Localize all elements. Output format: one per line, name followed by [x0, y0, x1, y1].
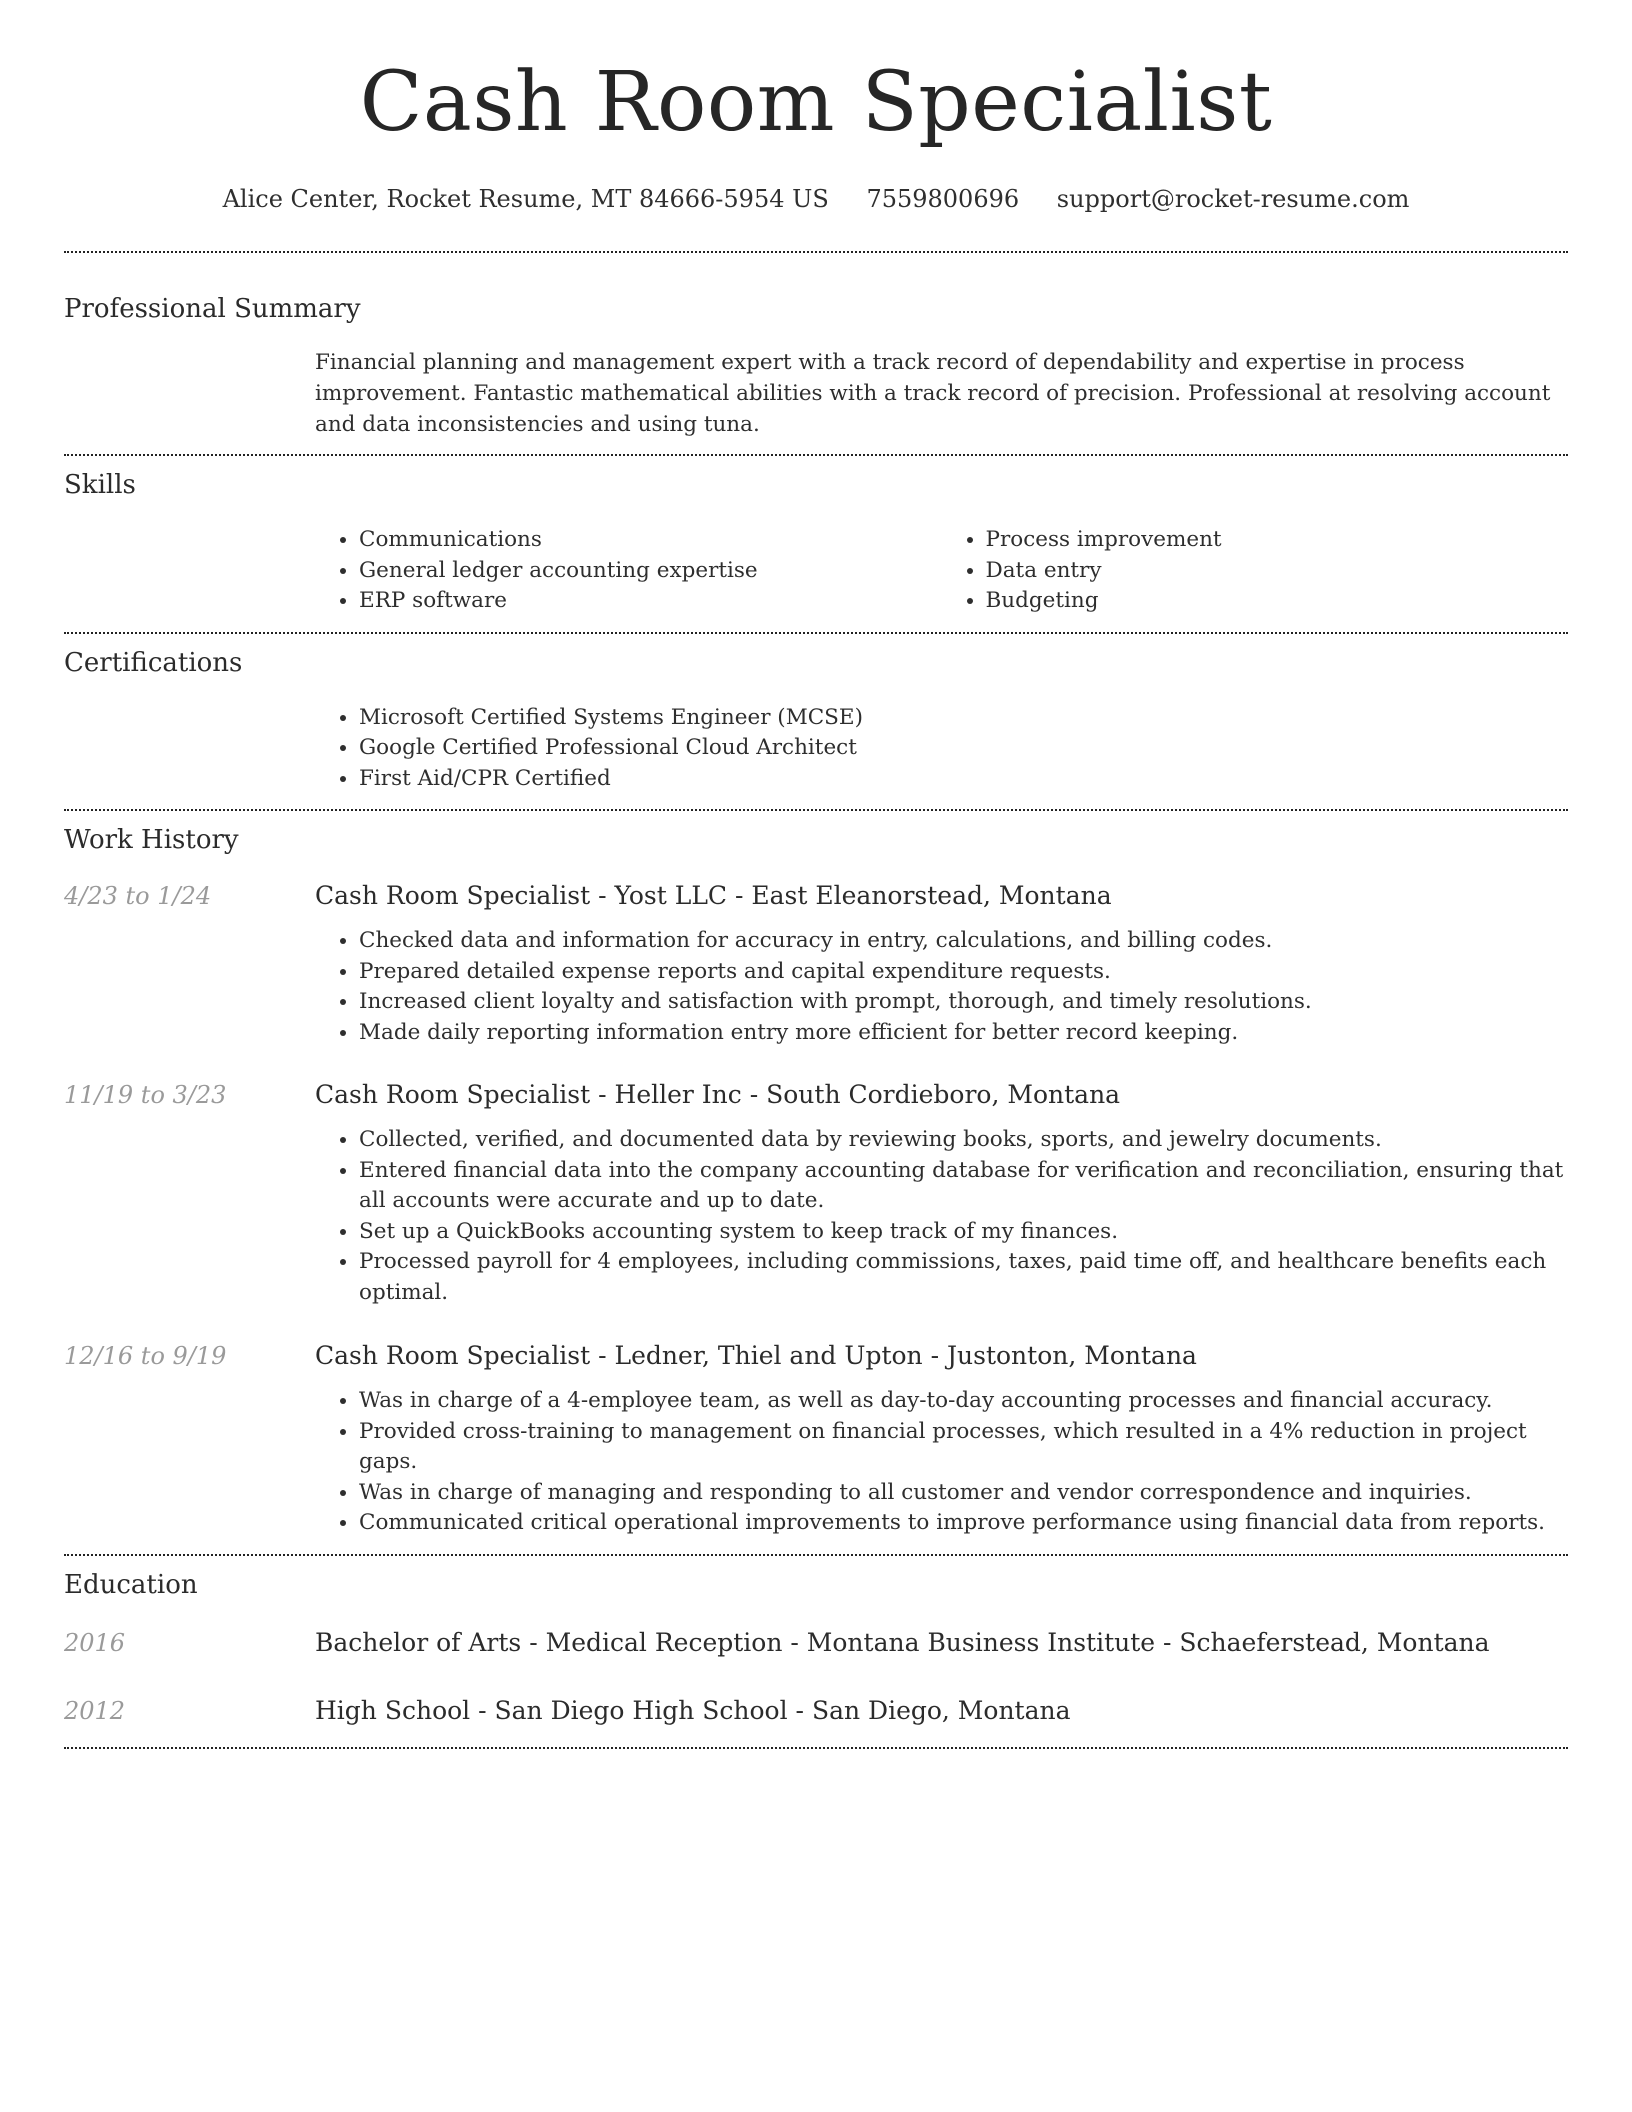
job-dates: 11/19 to 3/23 [64, 1081, 227, 1109]
list-item: • Provided cross-training to management on financial processes, which resulted in a 4% reduction in project gaps. [359, 1417, 1568, 1478]
list-item: • Set up a QuickBooks accounting system to keep track of my finances. [359, 1217, 1568, 1248]
list-item: • Microsoft Certified Systems Engineer (MCSE) [359, 703, 1568, 734]
section-title-certifications: Certifications [64, 647, 243, 678]
list-item: • Made daily reporting information entry more efficient for better record keeping. [359, 1018, 1568, 1049]
education-text: Bachelor of Arts - Medical Reception - Montana Business Institute - Schaeferstead, Montana [315, 1627, 1490, 1657]
summary-text: Financial planning and management expert with a track record of dependability and expertise in process improvement. Fantastic mathematical abilities with a track record of precision. Professional at resolving account and data inconsistencies and using tuna. [315, 350, 1551, 437]
job-dates: 4/23 to 1/24 [64, 882, 212, 910]
list-item: • Data entry [986, 556, 1569, 587]
section-title-education: Education [64, 1569, 198, 1600]
job-heading: Cash Room Specialist - Heller Inc - South Cordieboro, Montana [315, 1080, 1121, 1109]
summary-section [64, 293, 1568, 454]
section-title-skills: Skills [64, 470, 136, 500]
education-entry [64, 1695, 1568, 1747]
list-item: • ERP software [359, 586, 942, 617]
divider [64, 251, 1568, 253]
education-entry [64, 1627, 1568, 1659]
section-title-summary: Professional Summary [64, 294, 361, 324]
job-heading: Cash Room Specialist - Ledner, Thiel and Upton - Justonton, Montana [315, 1341, 1197, 1370]
contact-line [64, 184, 1568, 214]
list-item: • Google Certified Professional Cloud Architect [359, 733, 1568, 764]
list-item: • Collected, verified, and documented data by reviewing books, sports, and jewelry documents. [359, 1125, 1568, 1156]
divider [64, 632, 1568, 634]
list-item: • Communicated critical operational improvements to improve performance using financial data from reports. [359, 1508, 1568, 1539]
skills-section [64, 469, 1568, 632]
divider [64, 809, 1568, 811]
list-item: • Budgeting [986, 586, 1569, 617]
list-item: • Processed payroll for 4 employees, including commissions, taxes, paid time off, and healthcare benefits each optimal. [359, 1247, 1568, 1308]
list-item: • Prepared detailed expense reports and capital expenditure requests. [359, 957, 1568, 988]
section-title-work: Work History [64, 825, 239, 855]
education-section [64, 1569, 1568, 1747]
list-item: • Was in charge of managing and responding to all customer and vendor correspondence and inquiries. [359, 1478, 1568, 1509]
list-item: • First Aid/CPR Certified [359, 764, 1568, 795]
resume-page [64, 0, 1568, 1749]
education-text: High School - San Diego High School - San Diego, Montana [315, 1695, 1071, 1725]
job-entry [64, 1079, 1568, 1308]
certifications-section [64, 647, 1568, 810]
certifications-list-wrap [315, 703, 1568, 810]
job-bullets [315, 1125, 1568, 1308]
contact-email: support@rocket-resume.com [1056, 185, 1410, 213]
skills-columns [315, 525, 1568, 632]
job-entry [64, 880, 1568, 1048]
list-item: • Increased client loyalty and satisfaction with prompt, thorough, and timely resolutions. [359, 987, 1568, 1018]
list-item: • Communications [359, 525, 942, 556]
education-year: 2012 [64, 1696, 126, 1725]
list-item: • Checked data and information for accuracy in entry, calculations, and billing codes. [359, 926, 1568, 957]
contact-phone: 7559800696 [866, 185, 1020, 213]
skills-list-right [942, 525, 1569, 617]
job-bullets [315, 926, 1568, 1048]
certifications-list [315, 703, 1568, 795]
education-year: 2016 [64, 1628, 126, 1657]
resume-title: Cash Room Specialist [359, 55, 1273, 150]
divider [64, 1747, 1568, 1749]
job-heading: Cash Room Specialist - Yost LLC - East Eleanorstead, Montana [315, 881, 1112, 910]
job-entry [64, 1340, 1568, 1554]
contact-address: Alice Center, Rocket Resume, MT 84666-5954 US [222, 185, 829, 213]
list-item: • Entered financial data into the company accounting database for verification and reconciliation, ensuring that all accounts were accurate and up to date. [359, 1156, 1568, 1217]
list-item: • Was in charge of a 4-employee team, as well as day-to-day accounting processes and financial accuracy. [359, 1386, 1568, 1417]
skills-list-left [315, 525, 942, 617]
job-dates: 12/16 to 9/19 [64, 1342, 227, 1370]
list-item: • Process improvement [986, 525, 1569, 556]
work-section [64, 824, 1568, 1554]
divider [64, 454, 1568, 456]
job-bullets [315, 1386, 1568, 1539]
list-item: • General ledger accounting expertise [359, 556, 942, 587]
divider [64, 1554, 1568, 1556]
